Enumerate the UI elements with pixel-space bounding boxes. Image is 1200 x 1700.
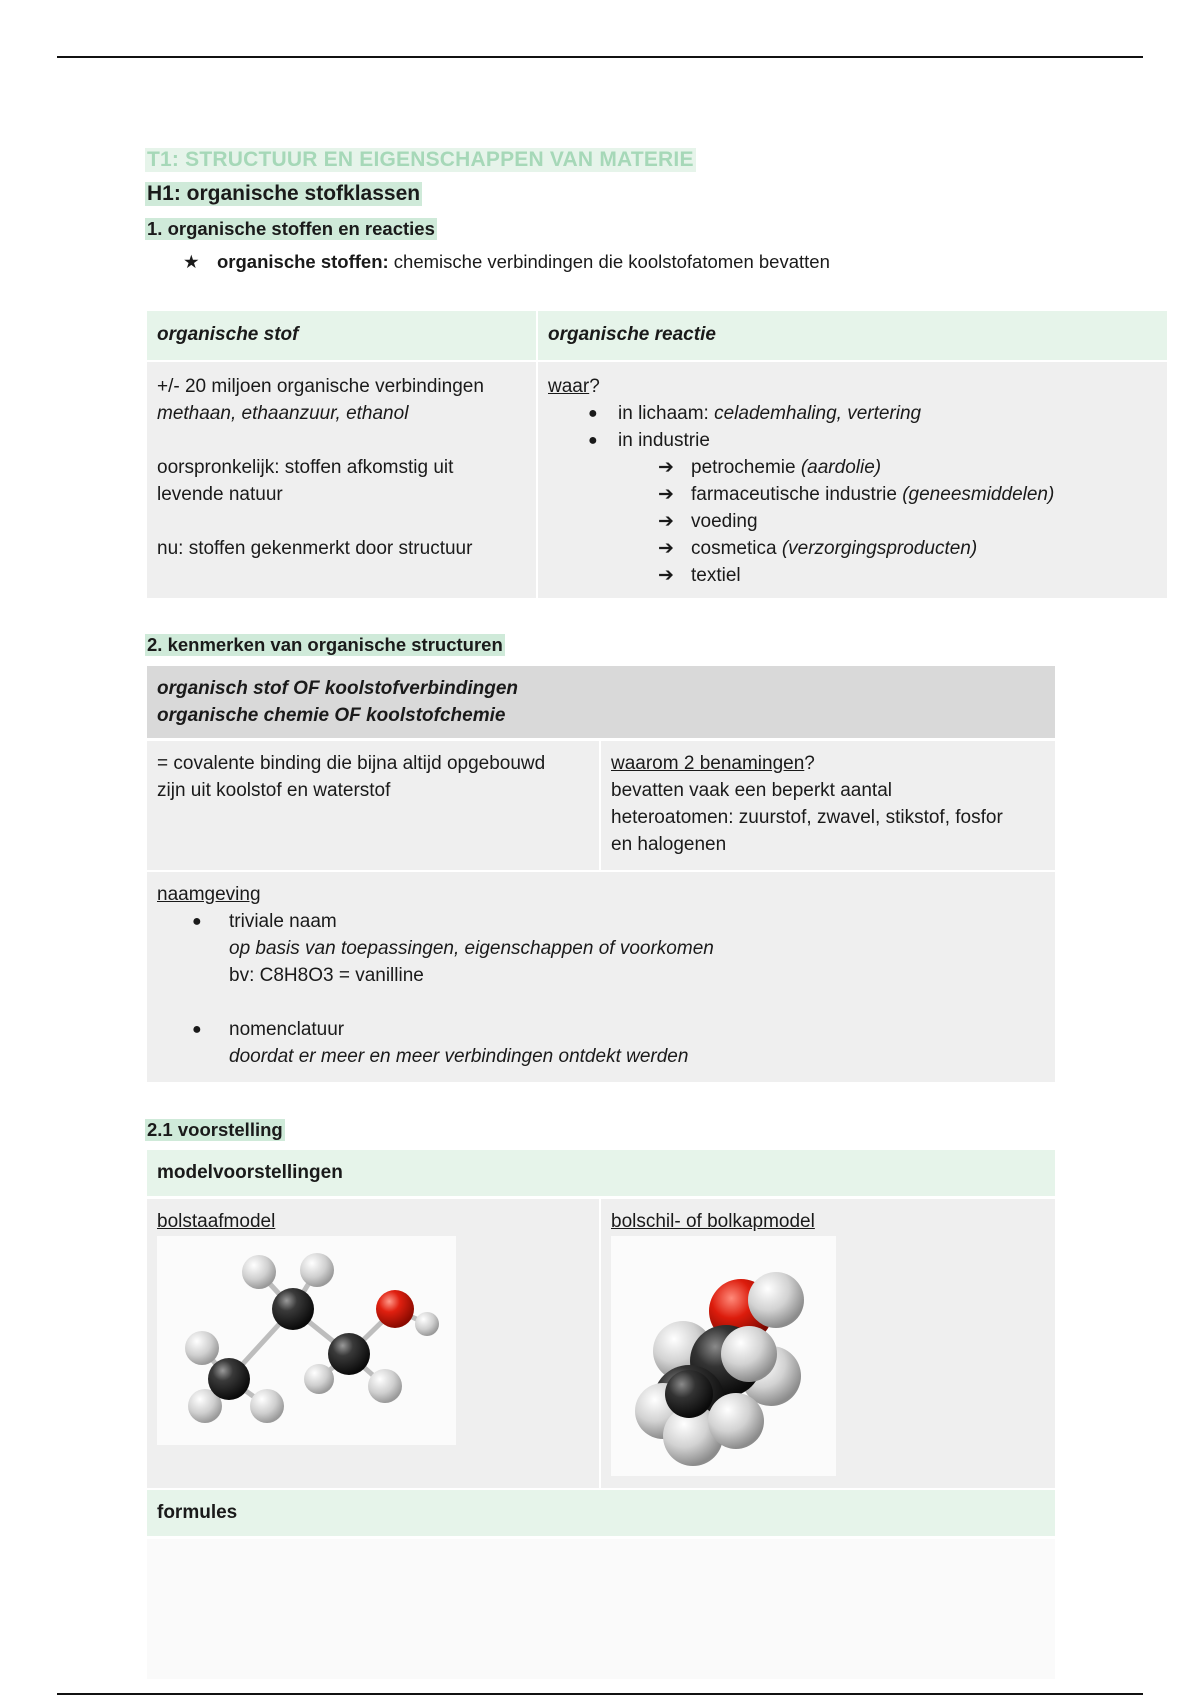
list-text: farmaceutische industrie: [691, 484, 903, 505]
section-heading-2: 2. kenmerken van organische structuren: [147, 634, 503, 655]
list-text: in industrie: [618, 430, 710, 451]
list-item: [548, 400, 1157, 427]
bullet-icon: ●: [588, 432, 598, 449]
text-line: doordat er meer en meer verbindingen ontdekt werden: [229, 1046, 689, 1067]
text-line: zijn uit koolstof en waterstof: [157, 780, 391, 801]
chapter-heading: H1: organische stofklassen: [147, 182, 421, 205]
list-text: in lichaam:: [618, 403, 715, 424]
table3-empty-cell: [147, 1539, 1055, 1679]
table2-naming-cell: [147, 872, 1055, 1082]
list-item: [548, 535, 1157, 562]
table1-left-cell: [147, 362, 536, 598]
table2-right-cell: [601, 741, 1055, 870]
table3-footer: [147, 1490, 1055, 1536]
list-text: nomenclatuur: [229, 1019, 345, 1040]
bullet-icon: ●: [588, 405, 598, 422]
table1-header-right-text: organische reactie: [548, 324, 716, 345]
naming-label: naamgeving: [157, 884, 261, 905]
document-title: T1: STRUCTUUR EN EIGENSCHAPPEN VAN MATERIE: [147, 148, 694, 171]
question-mark: ?: [589, 376, 600, 397]
text-line: methaan, ethaanzuur, ethanol: [157, 403, 409, 424]
text-line: oorspronkelijk: stoffen afkomstig uit: [157, 457, 454, 478]
arrow-icon: ➔: [658, 511, 674, 532]
top-rule: [57, 56, 1143, 58]
text-line: op basis van toepassingen, eigenschappen of voorkomen: [229, 938, 714, 959]
ball-stick-model-image: [157, 1236, 456, 1445]
list-text: celademhaling, vertering: [714, 403, 922, 424]
list-item: [548, 454, 1157, 481]
table1-header-left: [147, 311, 536, 360]
arrow-icon: ➔: [658, 565, 674, 586]
table1-header-left-text: organische stof: [157, 324, 299, 345]
waar-label: waar: [548, 376, 590, 397]
why-two-names-label: waarom 2 benamingen: [611, 753, 805, 774]
list-item: [548, 481, 1157, 508]
list-text: petrochemie: [691, 457, 801, 478]
section-heading-1: 1. organische stoffen en reacties: [147, 218, 435, 239]
definition-term: organische stoffen:: [217, 251, 389, 272]
ball-stick-label: bolstaafmodel: [157, 1211, 276, 1232]
question-mark: ?: [804, 753, 815, 774]
table2-header-line: organisch stof OF koolstofverbindingen: [157, 678, 519, 699]
list-item: [157, 908, 1045, 935]
definition-line: [183, 251, 830, 273]
text-line: levende natuur: [157, 484, 283, 505]
list-item: [548, 427, 1157, 454]
text-line: bv: C8H8O3 = vanilline: [229, 965, 424, 986]
text-line: = covalente binding die bijna altijd opgebouwd: [157, 753, 546, 774]
list-item: [157, 1016, 1045, 1043]
list-text: voeding: [691, 511, 758, 532]
table2-left-cell: [147, 741, 599, 870]
arrow-icon: ➔: [658, 484, 674, 505]
star-icon: ★: [183, 251, 200, 272]
list-text: (geneesmiddelen): [902, 484, 1055, 505]
list-text: (verzorgingsproducten): [781, 538, 978, 559]
bottom-rule: [57, 1693, 1143, 1695]
formulas-label: formules: [157, 1502, 238, 1523]
list-text: cosmetica: [691, 538, 782, 559]
table1-header-right: [538, 311, 1167, 360]
table3-header: [147, 1150, 1055, 1196]
list-item: [548, 508, 1157, 535]
arrow-icon: ➔: [658, 538, 674, 559]
table2-header-line: organische chemie OF koolstofchemie: [157, 705, 506, 726]
list-item: [548, 562, 1157, 589]
text-line: nu: stoffen gekenmerkt door structuur: [157, 538, 473, 559]
list-text: triviale naam: [229, 911, 337, 932]
section-heading-2-1: 2.1 voorstelling: [147, 1119, 283, 1140]
space-filling-label: bolschil- of bolkapmodel: [611, 1211, 815, 1232]
definition-text: chemische verbindingen die koolstofatomen bevatten: [388, 251, 830, 272]
list-text: textiel: [691, 565, 741, 586]
space-filling-model-image: [611, 1236, 836, 1476]
table2-header: [147, 666, 1055, 738]
text-line: heteroatomen: zuurstof, zwavel, stikstof, fosfor: [611, 807, 1003, 828]
table3-header-text: modelvoorstellingen: [157, 1162, 343, 1183]
table1-right-cell: [538, 362, 1167, 598]
bullet-icon: ●: [192, 913, 202, 930]
text-line: +/- 20 miljoen organische verbindingen: [157, 376, 484, 397]
bullet-icon: ●: [192, 1021, 202, 1038]
list-text: (aardolie): [800, 457, 882, 478]
arrow-icon: ➔: [658, 457, 674, 478]
text-line: bevatten vaak een beperkt aantal: [611, 780, 892, 801]
text-line: en halogenen: [611, 834, 727, 855]
